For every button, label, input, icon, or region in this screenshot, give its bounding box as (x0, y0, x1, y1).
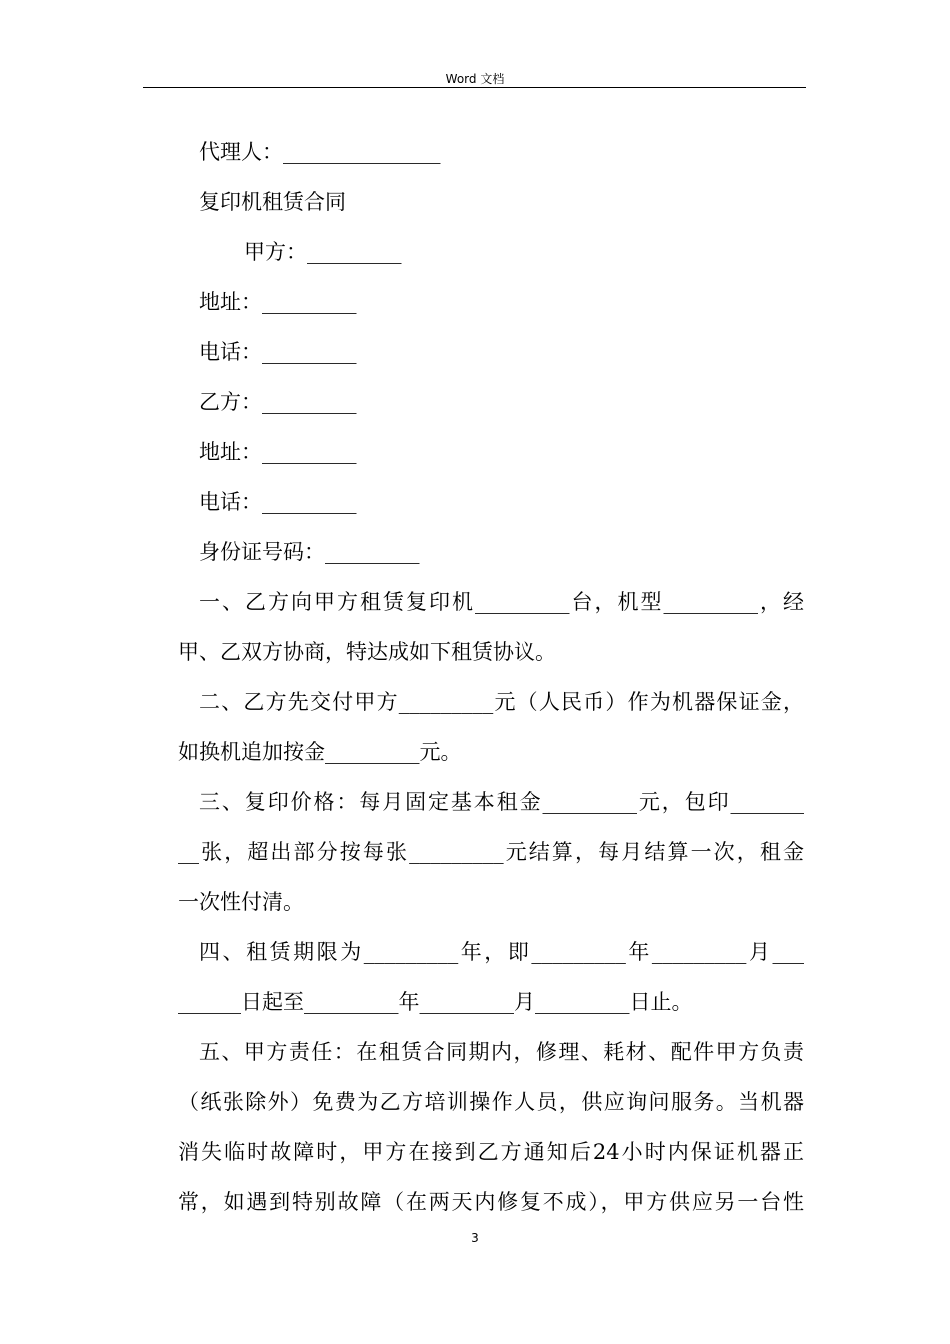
id-number-line: 身份证号码：_________ (199, 540, 420, 564)
clause-3-line-1: 三、复印价格：每月固定基本租金_________元，包印_______ (199, 790, 804, 814)
header-title: Word 文档 (445, 72, 505, 86)
clause-2-line-1: 二、乙方先交付甲方_________元（人民币）作为机器保证金， (199, 690, 804, 714)
clause-5-line-1: 五、甲方责任：在租赁合同期内，修理、耗材、配件甲方负责 (199, 1040, 804, 1064)
clause-3-line-3: 一次性付清。 (178, 890, 304, 914)
clause-5-line-4: 常，如遇到特别故障（在两天内修复不成），甲方供应另一台性 (178, 1190, 804, 1214)
clause-4-line-2: ______日起至_________年_________月_________日止。 (178, 990, 693, 1014)
party-a-line: 甲方：_________ (244, 240, 402, 264)
clause-5-line-2: （纸张除外）免费为乙方培训操作人员，供应询问服务。当机器 (178, 1090, 804, 1114)
party-b-address: 地址：_________ (199, 440, 357, 464)
clause-1-line-2: 甲、乙双方协商，特达成如下租赁协议。 (178, 640, 556, 664)
party-a-phone: 电话：_________ (199, 340, 357, 364)
party-a-address: 地址：_________ (199, 290, 357, 314)
clause-1-line-1: 一、乙方向甲方租赁复印机_________台，机型_________，经 (199, 590, 804, 614)
party-b-line: 乙方：_________ (199, 390, 357, 414)
header-divider (143, 87, 806, 88)
contract-title: 复印机租赁合同 (199, 190, 346, 214)
page-number: 3 (471, 1231, 479, 1245)
document-body (178, 127, 804, 1227)
party-b-phone: 电话：_________ (199, 490, 357, 514)
clause-4-line-1: 四、租赁期限为_________年，即_________年_________月___ (199, 940, 804, 964)
clause-3-line-2: __张，超出部分按每张_________元结算，每月结算一次，租金 (178, 840, 804, 864)
clause-5-line-3: 消失临时故障时，甲方在接到乙方通知后24小时内保证机器正 (178, 1140, 804, 1164)
clause-2-line-2: 如换机追加按金_________元。 (178, 740, 462, 764)
agent-line: 代理人：_______________ (199, 140, 441, 164)
